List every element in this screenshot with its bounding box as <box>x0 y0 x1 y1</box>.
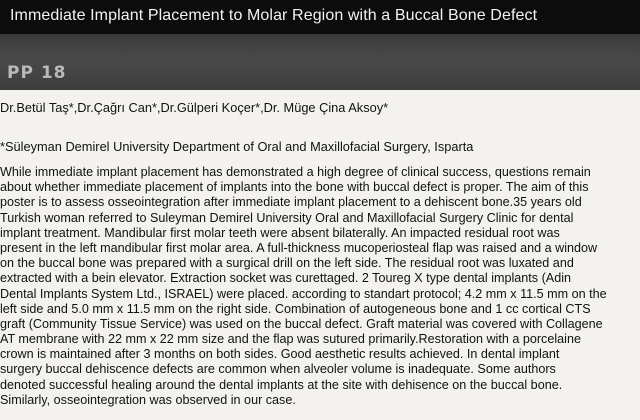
abstract-line: extracted with a bein elevator. Extraction socket was curettaged. 2 Toureg X type dental implants (Adin <box>0 271 571 286</box>
abstract-line: Similarly, osseointegration was observed in our case. <box>0 392 296 407</box>
abstract-line: graft (Community Tissue Service) was used on the buccal defect. Graft material was covered with Collagene <box>0 316 603 331</box>
abstract-line: left side and 5.0 mm x 11.5 mm on the right side. Combination of autogeneous bone and 1 cc cortical CTS <box>0 301 591 316</box>
abstract-line: While immediate implant placement has demonstrated a high degree of clinical success, questions remain <box>0 165 591 179</box>
abstract-line: surgery buccal dehiscence defects are common when alveoler volume is inadequate. Some authors <box>0 362 556 377</box>
abstract-line: present in the left mandibular first molar area. A full-thickness mucoperiosteal flap was raised and a window <box>0 240 598 255</box>
abstract-line: about whether immediate placement of implants into the bone with buccal defect is proper. The aim of this <box>0 180 589 195</box>
author-list: Dr.Betül Taş*,Dr.Çağrı Can*,Dr.Gülperi Koçer*,Dr. Müge Çina Aksoy* <box>0 100 389 115</box>
poster-code: PP 18 <box>7 63 67 83</box>
abstract-line: denoted successful healing around the dental implants at the site with dehisence on the buccal bone. <box>0 377 563 392</box>
abstract-line: on the buccal bone was prepared with a surgical drill on the left side. The residual root was luxated and <box>0 256 574 271</box>
abstract-line: Turkish woman referred to Suleyman Demirel University Oral and Maxillofacial Surgery Clinic for dental <box>0 210 574 225</box>
abstract-line: crown is maintained after 3 months on both sides. Good aesthetic results achieved. In dental implant <box>0 347 560 362</box>
title-bar <box>0 0 640 34</box>
abstract-line: AT membrane with 22 mm x 22 mm size and the flap was sutured primarily.Restoration with a porcelaine <box>0 332 581 347</box>
abstract-line: implant treatment. Mandibular first molar teeth were absent bilaterally. An impacted residual root was <box>0 225 560 240</box>
affiliation: *Süleyman Demirel University Department of Oral and Maxillofacial Surgery, Isparta <box>0 139 474 154</box>
header-band <box>0 34 640 90</box>
poster-title: Immediate Implant Placement to Molar Region with a Buccal Bone Defect <box>10 7 538 24</box>
abstract-body <box>0 165 640 408</box>
abstract-line: poster is to assess osseointegration after immediate implant placement to a dehiscent bone.35 years old <box>0 195 582 210</box>
abstract-line: Dental Implants System Ltd., ISRAEL) were placed. according to standart protocol; 4.2 mm x 11.5 mm on the <box>0 286 607 301</box>
